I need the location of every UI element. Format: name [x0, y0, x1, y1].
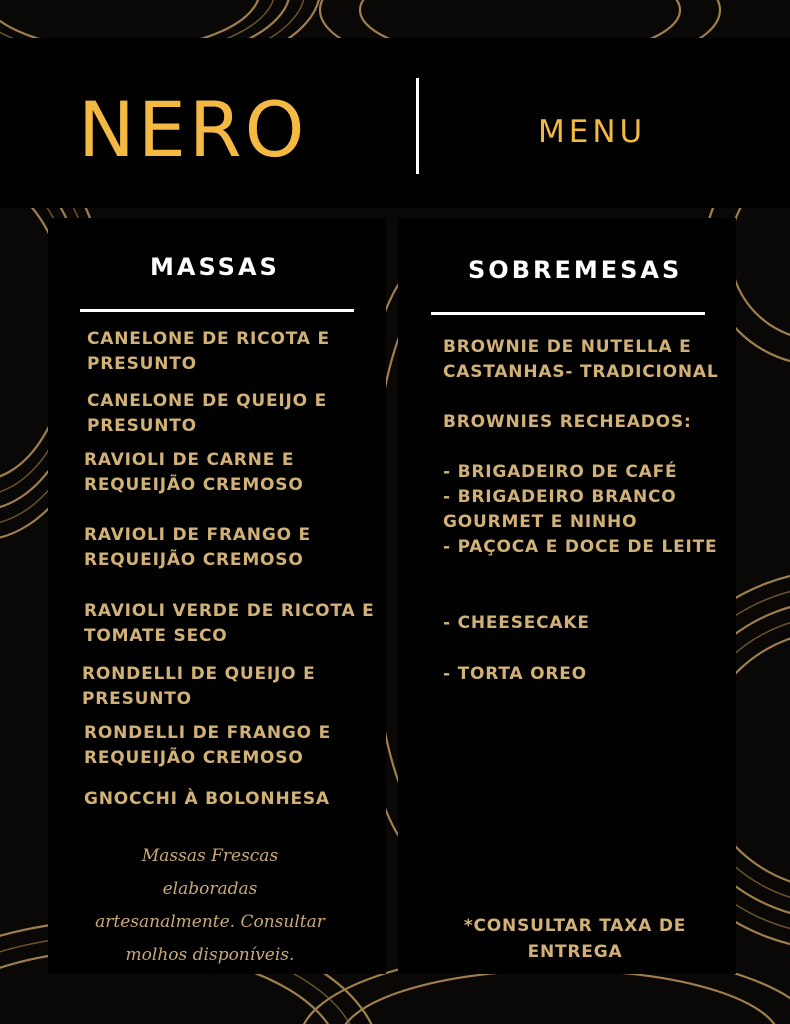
sobremesas-item: - TORTA OREO	[443, 664, 587, 684]
menu-label: MENU	[538, 114, 647, 150]
header-divider	[416, 78, 419, 174]
sobremesas-item: - CHEESECAKE	[443, 613, 590, 633]
sobremesas-panel	[398, 218, 736, 974]
sobremesas-item: BROWNIES RECHEADOS:	[443, 412, 692, 432]
massas-note: Massas Frescas elaboradas artesanalmente. Consultar molhos disponíveis.	[95, 846, 325, 965]
massas-item: RONDELLI DE FRANGO E REQUEIJÃO CREMOSO	[84, 723, 332, 768]
massas-item: RAVIOLI DE FRANGO E REQUEIJÃO CREMOSO	[84, 525, 311, 570]
massas-item: GNOCCHI À BOLONHESA	[84, 789, 330, 809]
massas-item: CANELONE DE QUEIJO E PRESUNTO	[87, 391, 328, 436]
sobremesas-item: BROWNIE DE NUTELLA E CASTANHAS- TRADICIONAL	[443, 337, 719, 382]
massas-item: CANELONE DE RICOTA E PRESUNTO	[87, 329, 330, 374]
massas-title: MASSAS	[150, 253, 280, 281]
massas-title-rule	[80, 309, 354, 312]
massas-item: RAVIOLI DE CARNE E REQUEIJÃO CREMOSO	[84, 450, 304, 495]
massas-item: RONDELLI DE QUEIJO E PRESUNTO	[82, 664, 316, 709]
delivery-fee-note: *CONSULTAR TAXA DE ENTREGA	[463, 916, 687, 962]
sobremesas-title-rule	[431, 312, 705, 315]
brand-logo: NERO	[78, 85, 308, 174]
sobremesas-item: - BRIGADEIRO DE CAFÉ - BRIGADEIRO BRANCO GOURMET E NINHO - PAÇOCA E DOCE DE LEITE	[443, 462, 718, 557]
massas-item: RAVIOLI VERDE DE RICOTA E TOMATE SECO	[84, 601, 375, 646]
header-bar	[0, 38, 790, 208]
sobremesas-title: SOBREMESAS	[468, 256, 683, 284]
